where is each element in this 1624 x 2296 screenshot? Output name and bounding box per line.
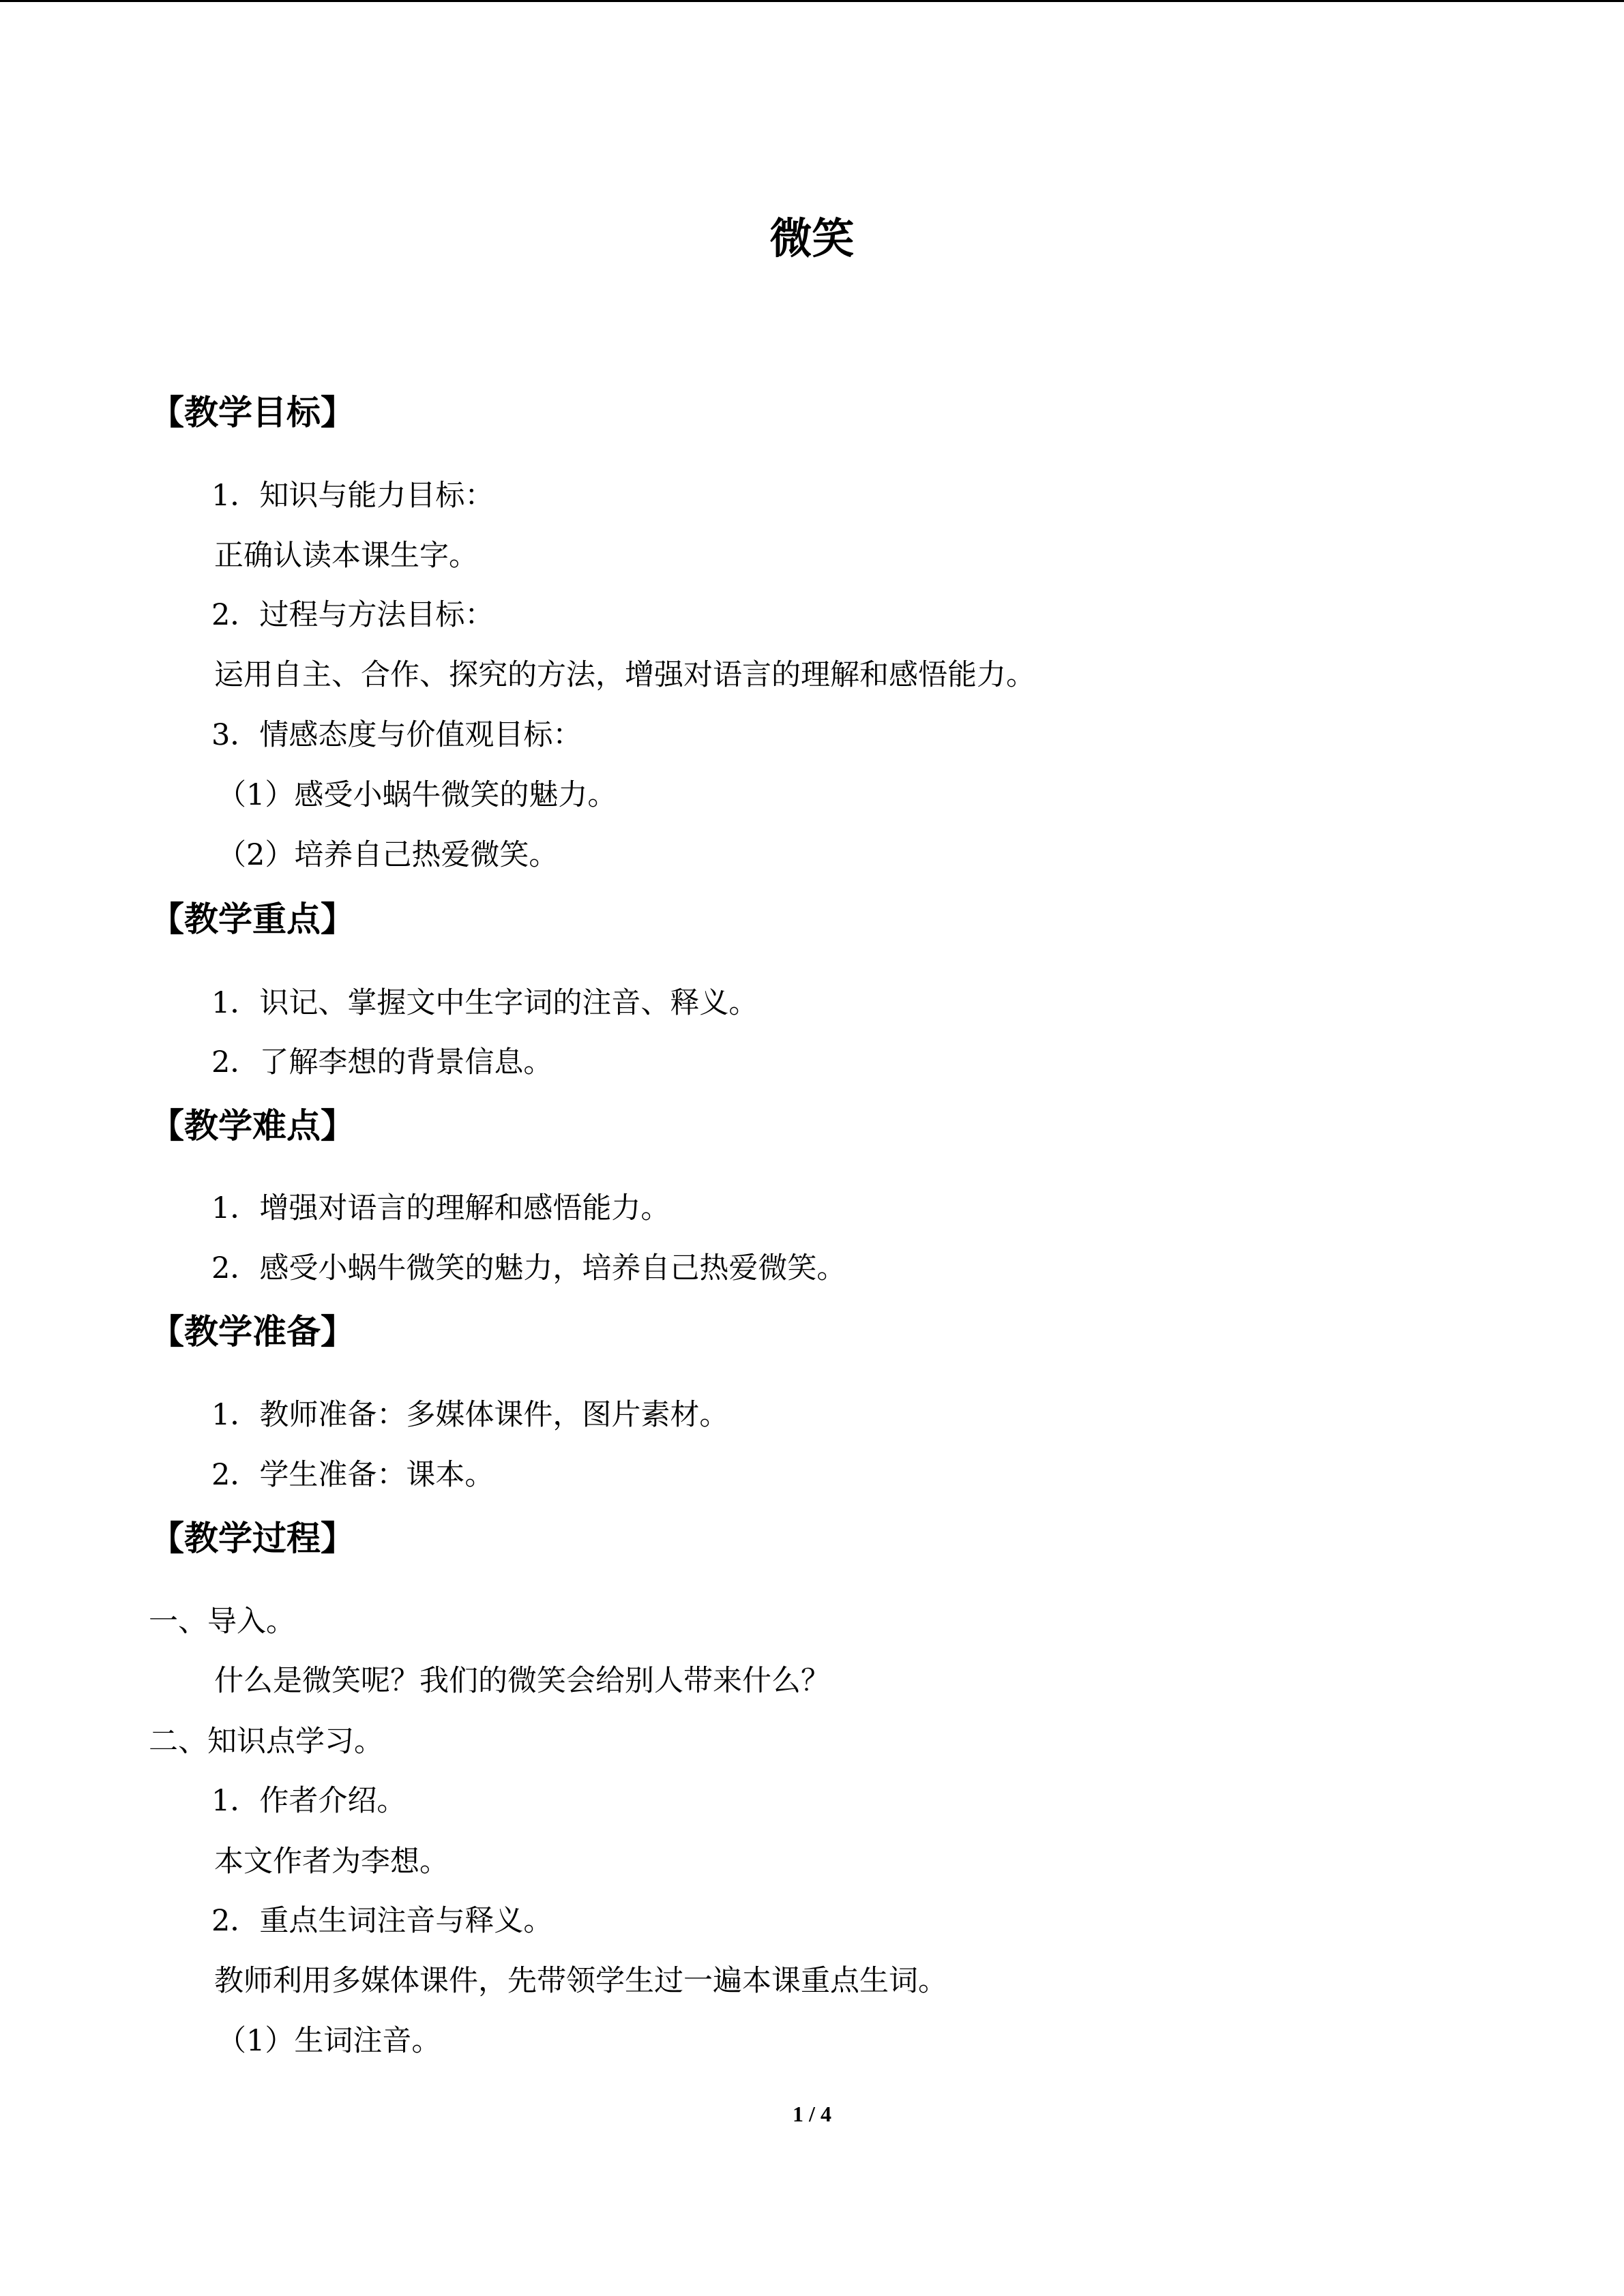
process-line-5: 本文作者为李想。 [214, 1845, 449, 1879]
goals-line-1: 1．知识与能力目标： [211, 479, 494, 513]
key-points-line-1: 1．识记、掌握文中生字词的注音、释义。 [211, 986, 758, 1020]
goals-line-5: 3．情感态度与价值观目标： [211, 718, 582, 752]
section-heading-goals: 【教学目标】 [150, 393, 355, 432]
process-line-4: 1．作者介绍。 [211, 1784, 407, 1818]
section-heading-process: 【教学过程】 [150, 1519, 355, 1558]
goals-line-6: （1）感受小蜗牛微笑的魅力。 [217, 778, 617, 812]
page-number: 1 / 4 [793, 2102, 831, 2126]
difficulties-line-1: 1．增强对语言的理解和感悟能力。 [211, 1191, 670, 1225]
goals-line-3: 2．过程与方法目标： [211, 598, 494, 632]
key-points-line-2: 2．了解李想的背景信息。 [211, 1045, 553, 1079]
process-line-6: 2．重点生词注音与释义。 [211, 1904, 553, 1938]
goals-line-4: 运用自主、合作、探究的方法，增强对语言的理解和感悟能力。 [214, 658, 1035, 692]
preparation-line-1: 1．教师准备：多媒体课件，图片素材。 [211, 1398, 729, 1432]
process-line-2: 什么是微笑呢？我们的微笑会给别人带来什么？ [214, 1664, 830, 1698]
document-title: 微笑 [769, 213, 855, 263]
section-heading-key-points: 【教学重点】 [150, 899, 355, 939]
goals-line-7: （2）培养自己热爱微笑。 [217, 838, 559, 872]
section-heading-preparation: 【教学准备】 [150, 1312, 355, 1352]
page-top-border [0, 0, 1624, 2]
goals-line-2: 正确认读本课生字。 [214, 539, 478, 573]
process-line-3: 二、知识点学习。 [149, 1725, 383, 1759]
difficulties-line-2: 2．感受小蜗牛微笑的魅力，培养自己热爱微笑。 [211, 1251, 846, 1285]
section-heading-difficulties: 【教学难点】 [150, 1106, 355, 1146]
process-line-1: 一、导入。 [149, 1605, 295, 1639]
preparation-line-2: 2．学生准备：课本。 [211, 1458, 494, 1492]
process-line-7: 教师利用多媒体课件，先带领学生过一遍本课重点生词。 [214, 1964, 947, 1998]
process-line-8: （1）生词注音。 [217, 2024, 441, 2058]
